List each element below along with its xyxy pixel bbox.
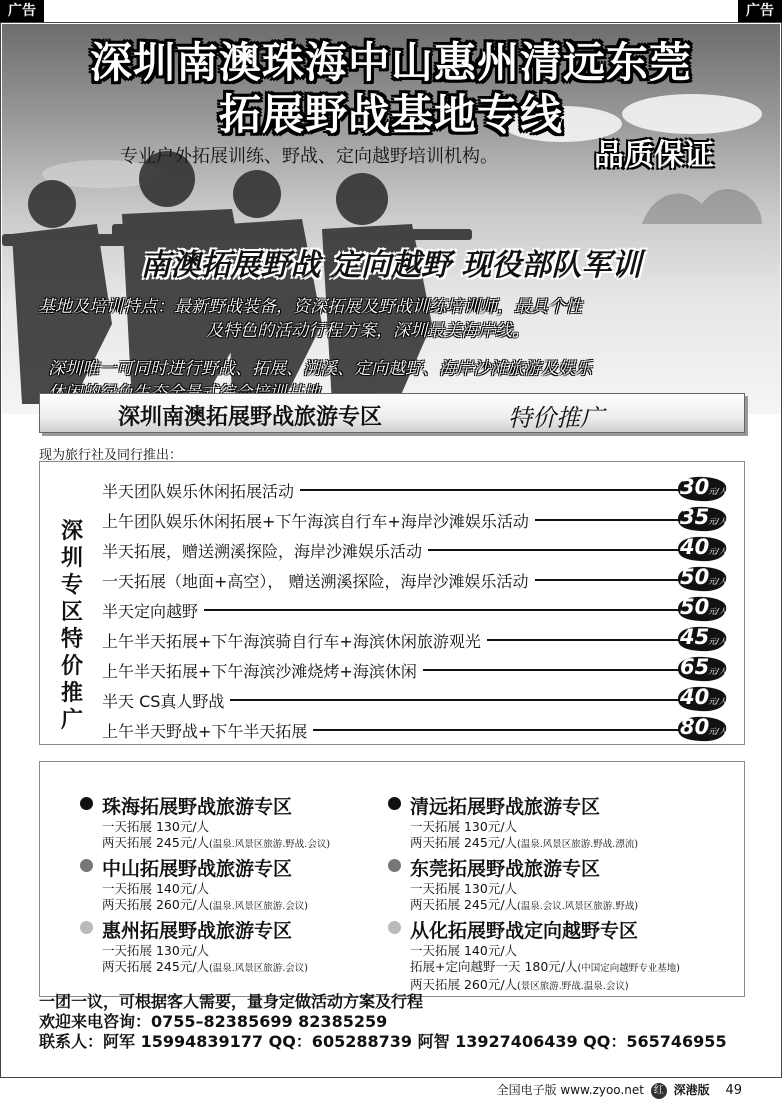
price-row-text: 上午半天拓展+下午海滨骑自行车+海滨休闲旅游观光 bbox=[102, 629, 481, 652]
hero-banner bbox=[2, 24, 780, 414]
region-line-main: 一天拓展 130元/人 bbox=[102, 819, 210, 834]
price-row bbox=[102, 626, 738, 652]
leader-line bbox=[487, 639, 690, 641]
agency-note: 现为旅行社及同行推出： bbox=[39, 448, 183, 463]
price-value: 65 bbox=[680, 655, 710, 679]
price-badge bbox=[674, 715, 730, 743]
hero-title-line2: 拓展野战基地专线 bbox=[218, 90, 563, 139]
page-number: 49 bbox=[725, 1083, 742, 1098]
region-line-main: 两天拓展 245元/人 bbox=[410, 897, 518, 912]
region-line-note: (中国定向越野专业基地) bbox=[577, 963, 680, 974]
region-line-note: (温泉.风景区旅游.野战.会议) bbox=[209, 839, 331, 850]
price-value: 40 bbox=[680, 535, 710, 559]
contact-line1: 一团一议，可根据客人需要，量身定做活动方案及行程 bbox=[39, 992, 424, 1011]
hero-title-line1: 深圳南澳珠海中山惠州清远东莞 bbox=[89, 38, 692, 87]
price-unit: 元/人 bbox=[708, 667, 727, 676]
region-block bbox=[80, 854, 420, 915]
region-line-main: 一天拓展 130元/人 bbox=[410, 881, 518, 896]
region-line-note: (温泉.风景区旅游.野战.漂流) bbox=[517, 839, 639, 850]
region-line bbox=[80, 835, 420, 853]
price-value: 45 bbox=[680, 625, 710, 649]
price-badge bbox=[674, 595, 730, 623]
region-title bbox=[80, 916, 420, 943]
special-band-promo: 特价推广 bbox=[508, 404, 604, 432]
ad-frame bbox=[0, 22, 782, 1078]
price-row-text: 半天 CS真人野战 bbox=[102, 689, 224, 712]
price-row bbox=[102, 536, 738, 562]
region-title bbox=[80, 854, 420, 881]
special-band bbox=[39, 393, 745, 433]
region-line-note: (温泉.风景区旅游.会议) bbox=[209, 963, 308, 974]
feature-line2: 及特色的活动行程方案，深圳最美海岸线。 bbox=[206, 321, 529, 341]
price-row-text: 上午半天野战+下午半天拓展 bbox=[102, 719, 307, 742]
region-line-main: 两天拓展 260元/人 bbox=[410, 977, 518, 992]
price-unit: 元/人 bbox=[708, 637, 727, 646]
region-title-text: 中山拓展野战旅游专区 bbox=[102, 858, 293, 880]
leader-line bbox=[313, 729, 690, 731]
vertical-label: 深圳专区特价推广 bbox=[60, 519, 83, 733]
price-unit: 元/人 bbox=[708, 487, 727, 496]
price-row-text: 半天拓展，赠送溯溪探险，海岸沙滩娱乐活动 bbox=[102, 539, 422, 562]
region-block bbox=[80, 792, 420, 853]
price-row-text: 半天团队娱乐休闲拓展活动 bbox=[102, 479, 294, 502]
regions-box bbox=[39, 761, 745, 997]
price-unit: 元/人 bbox=[708, 697, 727, 706]
leader-line bbox=[423, 669, 690, 671]
region-line-main: 拓展+定向越野一天 180元/人 bbox=[410, 959, 578, 974]
region-line bbox=[388, 959, 728, 977]
price-badge bbox=[674, 505, 730, 533]
region-line bbox=[388, 881, 728, 897]
price-badge bbox=[674, 655, 730, 683]
region-title-text: 从化拓展野战定向越野专区 bbox=[410, 920, 639, 942]
hero-subtitle: 专业户外拓展训练、野战、定向越野培训机构。 bbox=[120, 146, 498, 167]
bullet-dot-icon bbox=[80, 921, 93, 934]
region-line-main: 两天拓展 245元/人 bbox=[102, 835, 210, 850]
region-line-main: 两天拓展 245元/人 bbox=[410, 835, 518, 850]
region-title-text: 惠州拓展野战旅游专区 bbox=[102, 920, 293, 942]
price-row bbox=[102, 506, 738, 532]
region-title-text: 珠海拓展野战旅游专区 bbox=[102, 796, 293, 818]
region-line-main: 一天拓展 130元/人 bbox=[102, 943, 210, 958]
price-badge bbox=[674, 535, 730, 563]
price-unit: 元/人 bbox=[708, 577, 727, 586]
price-row-text: 一天拓展（地面+高空）， 赠送溯溪探险，海岸沙滩娱乐活动 bbox=[102, 569, 529, 592]
price-row-text: 上午半天拓展+下午海滨沙滩烧烤+海滨休闲 bbox=[102, 659, 417, 682]
bullet-dot-icon bbox=[388, 797, 401, 810]
region-line-main: 一天拓展 140元/人 bbox=[410, 943, 518, 958]
price-unit: 元/人 bbox=[708, 727, 727, 736]
region-line-main: 两天拓展 245元/人 bbox=[102, 959, 210, 974]
leader-line bbox=[204, 609, 690, 611]
price-unit: 元/人 bbox=[708, 517, 727, 526]
special-band-title: 深圳南澳拓展野战旅游专区 bbox=[118, 405, 383, 430]
price-row bbox=[102, 716, 738, 742]
region-line-note: (景区旅游.野战.温泉.会议) bbox=[517, 981, 629, 992]
region-title-text: 清远拓展野战旅游专区 bbox=[410, 796, 601, 818]
region-line-main: 一天拓展 140元/人 bbox=[102, 881, 210, 896]
contact-line3: 联系人：阿军 15994839177 QQ：605288739 阿智 13927406439 QQ：565746955 bbox=[39, 1032, 727, 1051]
price-value: 35 bbox=[680, 505, 710, 529]
region-line bbox=[388, 835, 728, 853]
feature-line3: 深圳唯一可同时进行野战、拓展、溯溪、定向越野、海岸沙滩旅游及娱乐 bbox=[48, 359, 592, 379]
ad-tag-right: 广告 bbox=[738, 0, 782, 22]
region-line bbox=[388, 819, 728, 835]
bullet-dot-icon bbox=[388, 921, 401, 934]
region-block bbox=[80, 916, 420, 977]
region-line bbox=[388, 977, 728, 995]
price-value: 50 bbox=[680, 595, 710, 619]
leader-line bbox=[535, 519, 690, 521]
price-row bbox=[102, 656, 738, 682]
region-line-main: 一天拓展 130元/人 bbox=[410, 819, 518, 834]
paper-logo-icon: 红 bbox=[651, 1083, 667, 1099]
price-row-text: 上午团队娱乐休闲拓展+下午海滨自行车+海岸沙滩娱乐活动 bbox=[102, 509, 529, 532]
region-title bbox=[388, 916, 728, 943]
price-row bbox=[102, 476, 738, 502]
region-line bbox=[388, 943, 728, 959]
price-row-text: 半天定向越野 bbox=[102, 599, 198, 622]
leader-line bbox=[300, 489, 690, 491]
price-badge bbox=[674, 565, 730, 593]
region-line bbox=[80, 881, 420, 897]
ad-tag-left: 广告 bbox=[0, 0, 44, 22]
region-block bbox=[388, 916, 728, 995]
region-title bbox=[388, 854, 728, 881]
price-row bbox=[102, 566, 738, 592]
region-line bbox=[80, 897, 420, 915]
region-title-text: 东莞拓展野战旅游专区 bbox=[410, 858, 601, 880]
price-badge bbox=[674, 625, 730, 653]
region-line-main: 两天拓展 260元/人 bbox=[102, 897, 210, 912]
region-title bbox=[388, 792, 728, 819]
price-unit: 元/人 bbox=[708, 547, 727, 556]
leader-line bbox=[535, 579, 690, 581]
contact-line2: 欢迎来电咨询：0755–82385699 82385259 bbox=[39, 1012, 388, 1031]
bullet-dot-icon bbox=[80, 859, 93, 872]
special-price-list bbox=[39, 461, 745, 745]
region-block bbox=[388, 854, 728, 915]
price-badge bbox=[674, 685, 730, 713]
bullet-dot-icon bbox=[388, 859, 401, 872]
price-row bbox=[102, 596, 738, 622]
region-line bbox=[80, 959, 420, 977]
footer-section: 深港版 bbox=[673, 1083, 710, 1097]
footer-edition: 全国电子版 www.zyoo.net bbox=[496, 1083, 644, 1097]
price-value: 30 bbox=[680, 475, 710, 499]
price-badge bbox=[674, 475, 730, 503]
leader-line bbox=[428, 549, 690, 551]
region-block bbox=[388, 792, 728, 853]
price-row bbox=[102, 686, 738, 712]
region-title bbox=[80, 792, 420, 819]
quality-badge: 品质保证 bbox=[594, 138, 714, 173]
price-value: 80 bbox=[680, 715, 710, 739]
region-line bbox=[388, 897, 728, 915]
bullet-dot-icon bbox=[80, 797, 93, 810]
price-value: 40 bbox=[680, 685, 710, 709]
price-unit: 元/人 bbox=[708, 607, 727, 616]
page-footer bbox=[497, 1081, 742, 1099]
region-line-note: (温泉.会议.风景区旅游.野战) bbox=[517, 901, 639, 912]
region-line bbox=[80, 943, 420, 959]
price-value: 50 bbox=[680, 565, 710, 589]
region-line bbox=[80, 819, 420, 835]
feature-line1: 基地及培训特点：最新野战装备，资深拓展及野战训练培训师，最具个性 bbox=[38, 297, 582, 317]
hero-slogan: 南澳拓展野战 定向越野 现役部队军训 bbox=[140, 248, 642, 283]
leader-line bbox=[230, 699, 690, 701]
region-line-note: (温泉.风景区旅游.会议) bbox=[209, 901, 308, 912]
